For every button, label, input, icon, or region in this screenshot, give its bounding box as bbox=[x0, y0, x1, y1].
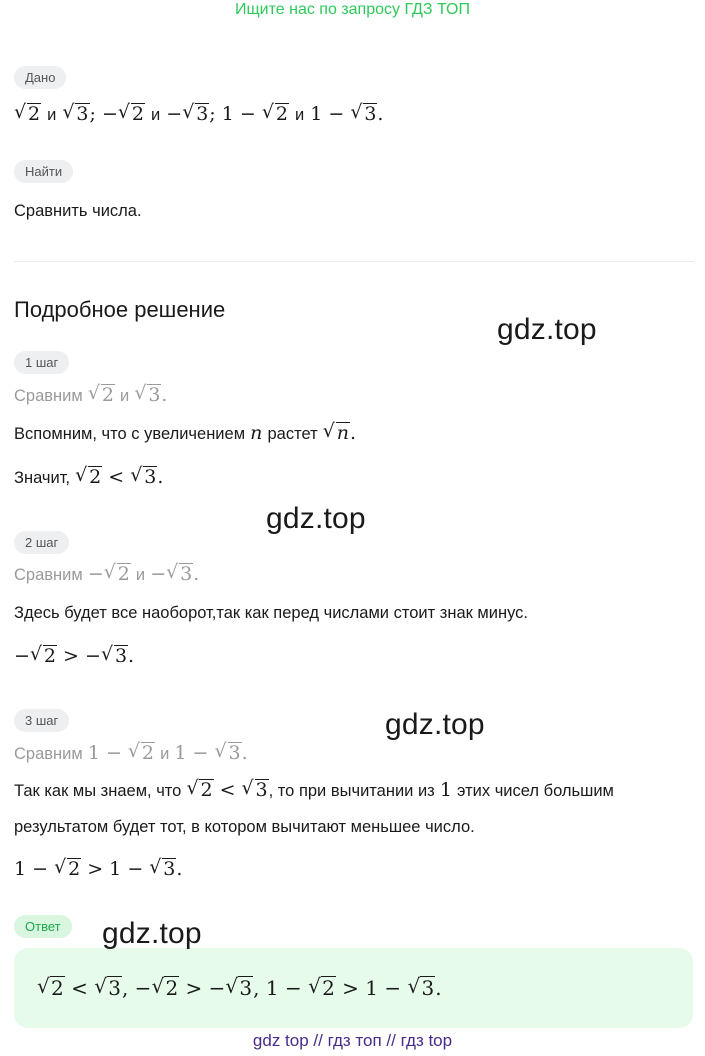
step-3-line-2: результатом будет тот, в котором вычитают меньшее число. bbox=[14, 818, 475, 836]
step-3-subtitle: Сравним 1 − √ 2 и 1 − √ 3. bbox=[14, 742, 248, 764]
step-2-badge-wrap bbox=[14, 531, 69, 554]
step-2-result: −√ 2 > −√ 3. bbox=[14, 645, 134, 667]
step-3-result: 1 − √ 2 > 1 − √ 3. bbox=[14, 858, 182, 880]
step-1-badge: 1 шаг bbox=[14, 351, 69, 374]
watermark: gdz.top bbox=[385, 708, 485, 741]
find-text: Сравнить числа. bbox=[14, 202, 142, 220]
step-2-subtitle: Сравним −√ 2 и −√ 3. bbox=[14, 563, 199, 585]
step-1-line-1: Вспомним, что с увеличением n растет √ n. bbox=[14, 422, 356, 444]
given-expression: √ 2 и √ 3; −√ 2 и −√ 3; 1 − √ 2 и 1 − √ 3. bbox=[14, 103, 383, 125]
answer-badge-wrap bbox=[14, 915, 72, 938]
watermark: gdz.top bbox=[102, 917, 202, 950]
footer-links[interactable]: gdz top // гдз топ // гдз top bbox=[252, 1031, 453, 1050]
given-and-1: и bbox=[47, 106, 57, 124]
watermark: gdz.top bbox=[266, 502, 366, 535]
answer-expression: √ 2 < √ 3, −√ 2 > −√ 3, 1 − √ 2 > 1 − √ 3. bbox=[37, 976, 442, 1000]
section-divider bbox=[14, 261, 694, 262]
step-3-badge-wrap bbox=[14, 709, 69, 732]
given-and-3: и bbox=[294, 106, 305, 124]
step-1-line-2: Значит, √ 2 < √ 3. bbox=[14, 466, 163, 488]
step-2-line-1: Здесь будет все наоборот,так как перед числами стоит знак минус. bbox=[14, 604, 528, 622]
given-section bbox=[14, 66, 66, 89]
given-and-2: и bbox=[151, 106, 161, 124]
step-2-badge: 2 шаг bbox=[14, 531, 69, 554]
solution-heading: Подробное решение bbox=[14, 297, 226, 322]
find-badge: Найти bbox=[14, 160, 73, 183]
answer-badge: Ответ bbox=[14, 915, 72, 938]
step-1-badge-wrap bbox=[14, 351, 69, 374]
step-3-line-1: Так как мы знаем, что √ 2 < √ 3, то при вычитании из 1 этих чисел большим bbox=[14, 779, 614, 801]
given-badge: Дано bbox=[14, 66, 66, 89]
search-hint-link[interactable]: Ищите нас по запросу ГДЗ ТОП bbox=[235, 1, 470, 18]
find-section bbox=[14, 160, 73, 183]
step-1-subtitle: Сравним √ 2 и √ 3. bbox=[14, 384, 167, 406]
watermark: gdz.top bbox=[497, 313, 597, 346]
step-3-badge: 3 шаг bbox=[14, 709, 69, 732]
